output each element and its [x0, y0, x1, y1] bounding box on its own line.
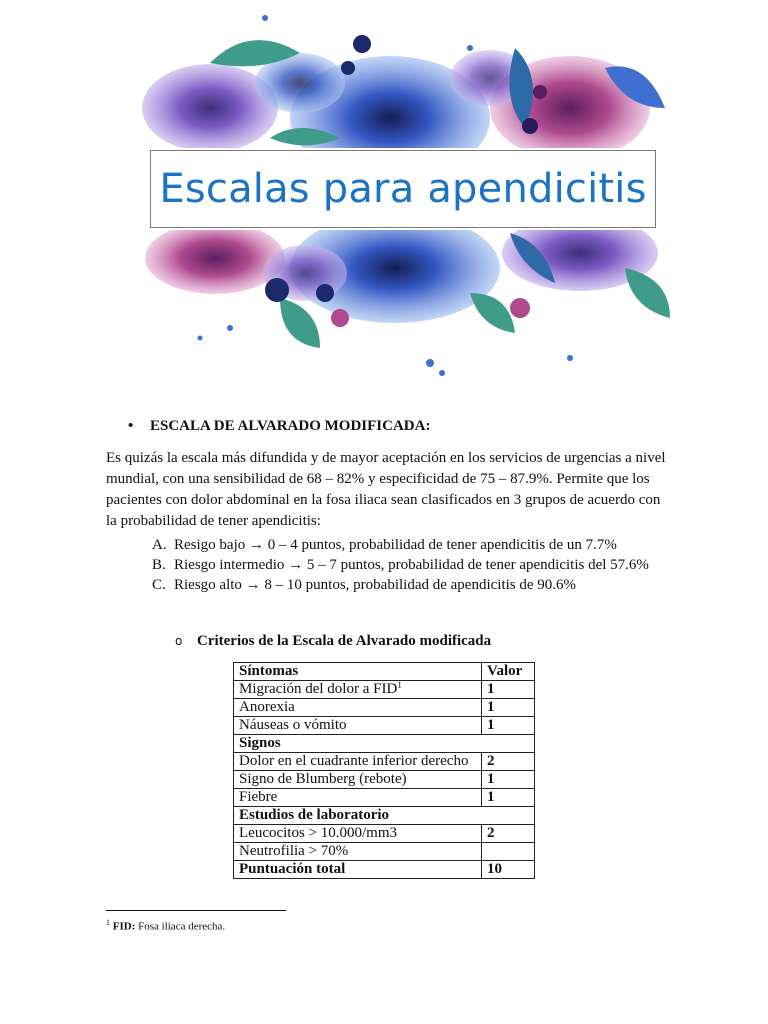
bullet-marker: •: [128, 418, 134, 434]
title-box: [150, 150, 656, 228]
criterion-value: 2: [482, 753, 535, 771]
footnote-text: Fosa iliaca derecha.: [135, 920, 226, 933]
criterion-value: 1: [482, 789, 535, 807]
footnote: [106, 918, 225, 933]
criterion-label: Leucocitos > 10.000/mm3: [234, 825, 482, 843]
criterion-value: 2: [482, 825, 535, 843]
table-row: [234, 717, 535, 735]
list-item-text: Resigo bajo → 0 – 4 puntos, probabilidad de tener apendicitis de un 7.7%: [174, 537, 617, 553]
list-item-text: Riesgo intermedio → 5 – 7 puntos, probabilidad de tener apendicitis del 57.6%: [174, 557, 649, 573]
criteria-heading-text: Criterios de la Escala de Alvarado modificada: [197, 633, 492, 649]
criterion-label: Náuseas o vómito: [234, 717, 482, 735]
table-section-row: [234, 807, 535, 825]
criterion-label: Signo de Blumberg (rebote): [234, 771, 482, 789]
footnote-number: 1: [106, 918, 110, 927]
table-row: [234, 681, 535, 699]
section-heading-text: ESCALA DE ALVARADO MODIFICADA:: [150, 418, 431, 434]
table-row: [234, 789, 535, 807]
table-row: [234, 753, 535, 771]
criterion-label: Dolor en el cuadrante inferior derecho: [234, 753, 482, 771]
risk-group-list: [152, 535, 649, 595]
criterion-value: 1: [482, 771, 535, 789]
list-item: [152, 555, 649, 575]
table-header-cell: Valor: [482, 663, 535, 681]
table-total-row: [234, 861, 535, 879]
page-title: Escalas para apendicitis: [159, 166, 647, 212]
table-section-row: [234, 735, 535, 753]
table-section-label: Estudios de laboratorio: [234, 807, 535, 825]
criterion-label: Fiebre: [234, 789, 482, 807]
total-value: 10: [482, 861, 535, 879]
footnote-separator: [106, 910, 286, 911]
criteria-table: [233, 662, 535, 879]
list-letter: B.: [152, 557, 166, 573]
table-row: [234, 843, 535, 861]
criterion-label: Migración del dolor a FID$^1$: [234, 681, 482, 699]
total-label: Puntuación total: [234, 861, 482, 879]
list-item: [152, 575, 649, 595]
footnote-ref: 1: [397, 680, 402, 690]
criteria-heading: [175, 633, 491, 650]
criterion-value: 1: [482, 717, 535, 735]
section-heading: [128, 418, 430, 435]
list-item-text: Riesgo alto → 8 – 10 puntos, probabilidad de apendicitis de 90.6%: [174, 577, 577, 593]
criterion-value: 1: [482, 681, 535, 699]
list-item: [152, 535, 649, 555]
footnote-term: FID:: [112, 920, 136, 933]
circle-bullet-marker: o: [175, 634, 183, 648]
table-header-cell: Síntomas: [234, 663, 482, 681]
criterion-value: 1: [482, 699, 535, 717]
list-letter: C.: [152, 577, 166, 593]
table-row: [234, 699, 535, 717]
criterion-value: [482, 843, 535, 861]
list-letter: A.: [152, 537, 167, 553]
table-section-label: Signos: [234, 735, 535, 753]
criterion-label: Neutrofilia > 70%: [234, 843, 482, 861]
table-row: [234, 771, 535, 789]
table-header-row: [234, 663, 535, 681]
description-paragraph: Es quizás la escala más difundida y de mayor aceptación en los servicios de urgencias a nivel mundial, con una sensibilidad de 68 – 82% y especificidad de 75 – 87.9%. Permite que los pacientes con dolor abdominal en la fosa iliaca sean clasificados en 3 grupos de acuerdo con la probabilidad de tener apendicitis:: [106, 450, 666, 529]
table-row: [234, 825, 535, 843]
criterion-label: Anorexia: [234, 699, 482, 717]
